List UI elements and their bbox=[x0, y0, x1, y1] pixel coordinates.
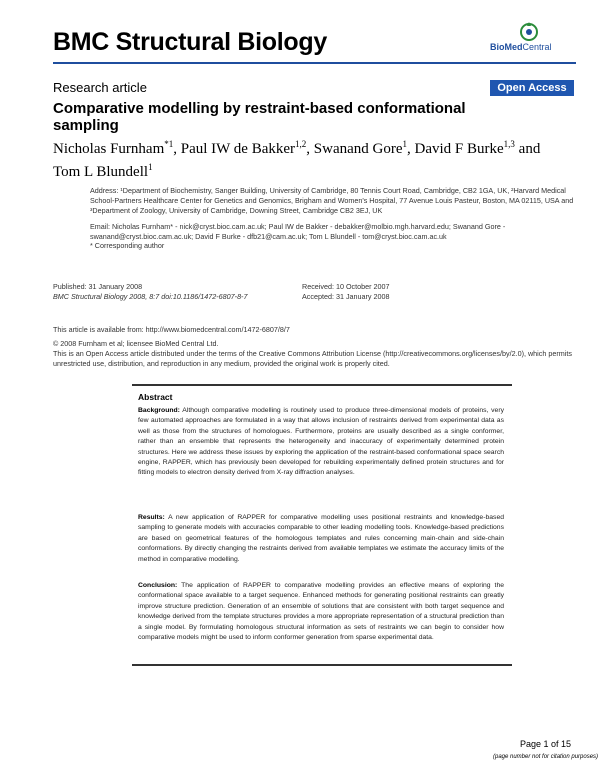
biomed-central-logo bbox=[486, 20, 576, 54]
abstract-results: Results: A new application of RAPPER for comparative modelling uses positional restraints and knowledge-based sampling to generate models with accuracies comparable to other leading modelling tools. Knowledge-based predictions are based on geometrical features of the homologous templates and rules concerning main-chain and side-chain conformations. By directly changing the restraints derived from available templates we estimate the accuracy limits of the method in comparative modelling. bbox=[138, 514, 504, 563]
published-date: Published: 31 January 2008 bbox=[53, 282, 143, 291]
logo-bio: BioMed bbox=[490, 42, 523, 52]
article-title: Comparative modelling by restraint-based conformational sampling bbox=[53, 100, 466, 134]
logo-central: Central bbox=[522, 42, 552, 52]
author: Paul IW de Bakker$^{1,2}$ bbox=[180, 139, 307, 157]
corresponding-author-note: * Corresponding author bbox=[90, 241, 165, 250]
biomed-logo-icon bbox=[518, 20, 540, 42]
abstract-conclusion: Conclusion: The application of RAPPER to comparative modelling provides an effective means of exploring the conformational space available to a target sequence. Enhanced methods for generating positional restraints can greatly improve structure prediction. Generation of an ensemble of solutions that are consistent with both target sequence and knowledge derived from the template structures provides a more appropriate representation of a structural prediction than a single model. By formulating homologous structural information as sets of restraints we can begin to consider how comparative models might be used to inform conformer generation from sparse experimental data. bbox=[138, 582, 504, 642]
author: Tom L Blundell$^1$ bbox=[53, 162, 153, 180]
affiliation-address: Address: ¹Department of Biochemistry, Sanger Building, University of Cambridge, 80 Tennis Court Road, Cambridge, CB2 1GA, UK, ²Harvard Medical School-Partners Healthcare Center for Genetics and Genomics, Brigham and Women's Hospital, 77 Avenue Louis Pasteur, Boston, MA 02115, USA and ³Department of Zoology, University of Cambridge, Downing Street, Cambridge CB2 3EJ, UK bbox=[90, 186, 574, 215]
citation: BMC Structural Biology 2008, 8:7 doi:10.1186/1472-6807-8-7 bbox=[53, 292, 248, 301]
author: Swanand Gore$^1$ bbox=[313, 139, 407, 157]
header-rule bbox=[53, 62, 576, 64]
publication-info bbox=[53, 282, 293, 302]
author-emails: Email: Nicholas Furnham* - nick@cryst.bioc.cam.ac.uk; Paul IW de Bakker - debakker@molbio.mgh.harvard.edu; Swanand Gore - swanand@cryst.bioc.cam.ac.uk; David F Burke - dfb21@cam.ac.uk; Tom L Blundell - tom@cryst.bioc.cam.ac.uk bbox=[90, 222, 506, 241]
author: Nicholas Furnham$^{*1}$ bbox=[53, 139, 174, 157]
abstract-background: Background: Although comparative modelling is routinely used to produce three-dimensional models of proteins, very few automated approaches are formulated in a way that allows inclusion of restraints derived from experimental data as well as those from the structures of homologues. Furthermore, proteins are usually described as a single conformer, rather than an ensemble that represents the heterogeneity and inaccuracy of experimentally determined protein structures. Here we address these issues by exploring the application of the restraint-based conformational space search engine, RAPPER, which has previously been developed for rebuilding experimentally defined protein structures and for fitting models to electron density derived from X-ray diffraction analyses. bbox=[138, 407, 504, 477]
license-text: This is an Open Access article distributed under the terms of the Creative Commons Attribution License (http://creativecommons.org/licenses/by/2.0), which permits unrestricted use, distribution, and reproduction in any medium, provided the original work is properly cited. bbox=[53, 349, 572, 368]
abstract-box bbox=[132, 384, 512, 666]
page-number: Page 1 of 15 bbox=[520, 739, 572, 749]
accepted-date: Accepted: 31 January 2008 bbox=[302, 292, 390, 301]
journal-title: BMC Structural Biology bbox=[53, 28, 327, 56]
page-number-note: (page number not for citation purposes) bbox=[493, 754, 599, 760]
license-block bbox=[53, 325, 576, 369]
received-date: Received: 10 October 2007 bbox=[302, 282, 390, 291]
submission-dates bbox=[302, 282, 542, 302]
author: David F Burke$^{1,3}$ bbox=[414, 139, 515, 157]
abstract-heading: Abstract bbox=[138, 392, 173, 402]
author-list: Nicholas Furnham$^{*1}$, Paul IW de Bakker$^{1,2}$, Swanand Gore$^1$, David F Burke$^{1,3}$ and Tom L Blundell$^1$ bbox=[53, 139, 541, 180]
copyright: © 2008 Furnham et al; licensee BioMed Central Ltd. bbox=[53, 339, 219, 348]
open-access-badge: Open Access bbox=[490, 80, 574, 96]
article-type: Research article bbox=[53, 80, 147, 95]
article-url[interactable]: This article is available from: http://www.biomedcentral.com/1472-6807/8/7 bbox=[53, 325, 290, 334]
